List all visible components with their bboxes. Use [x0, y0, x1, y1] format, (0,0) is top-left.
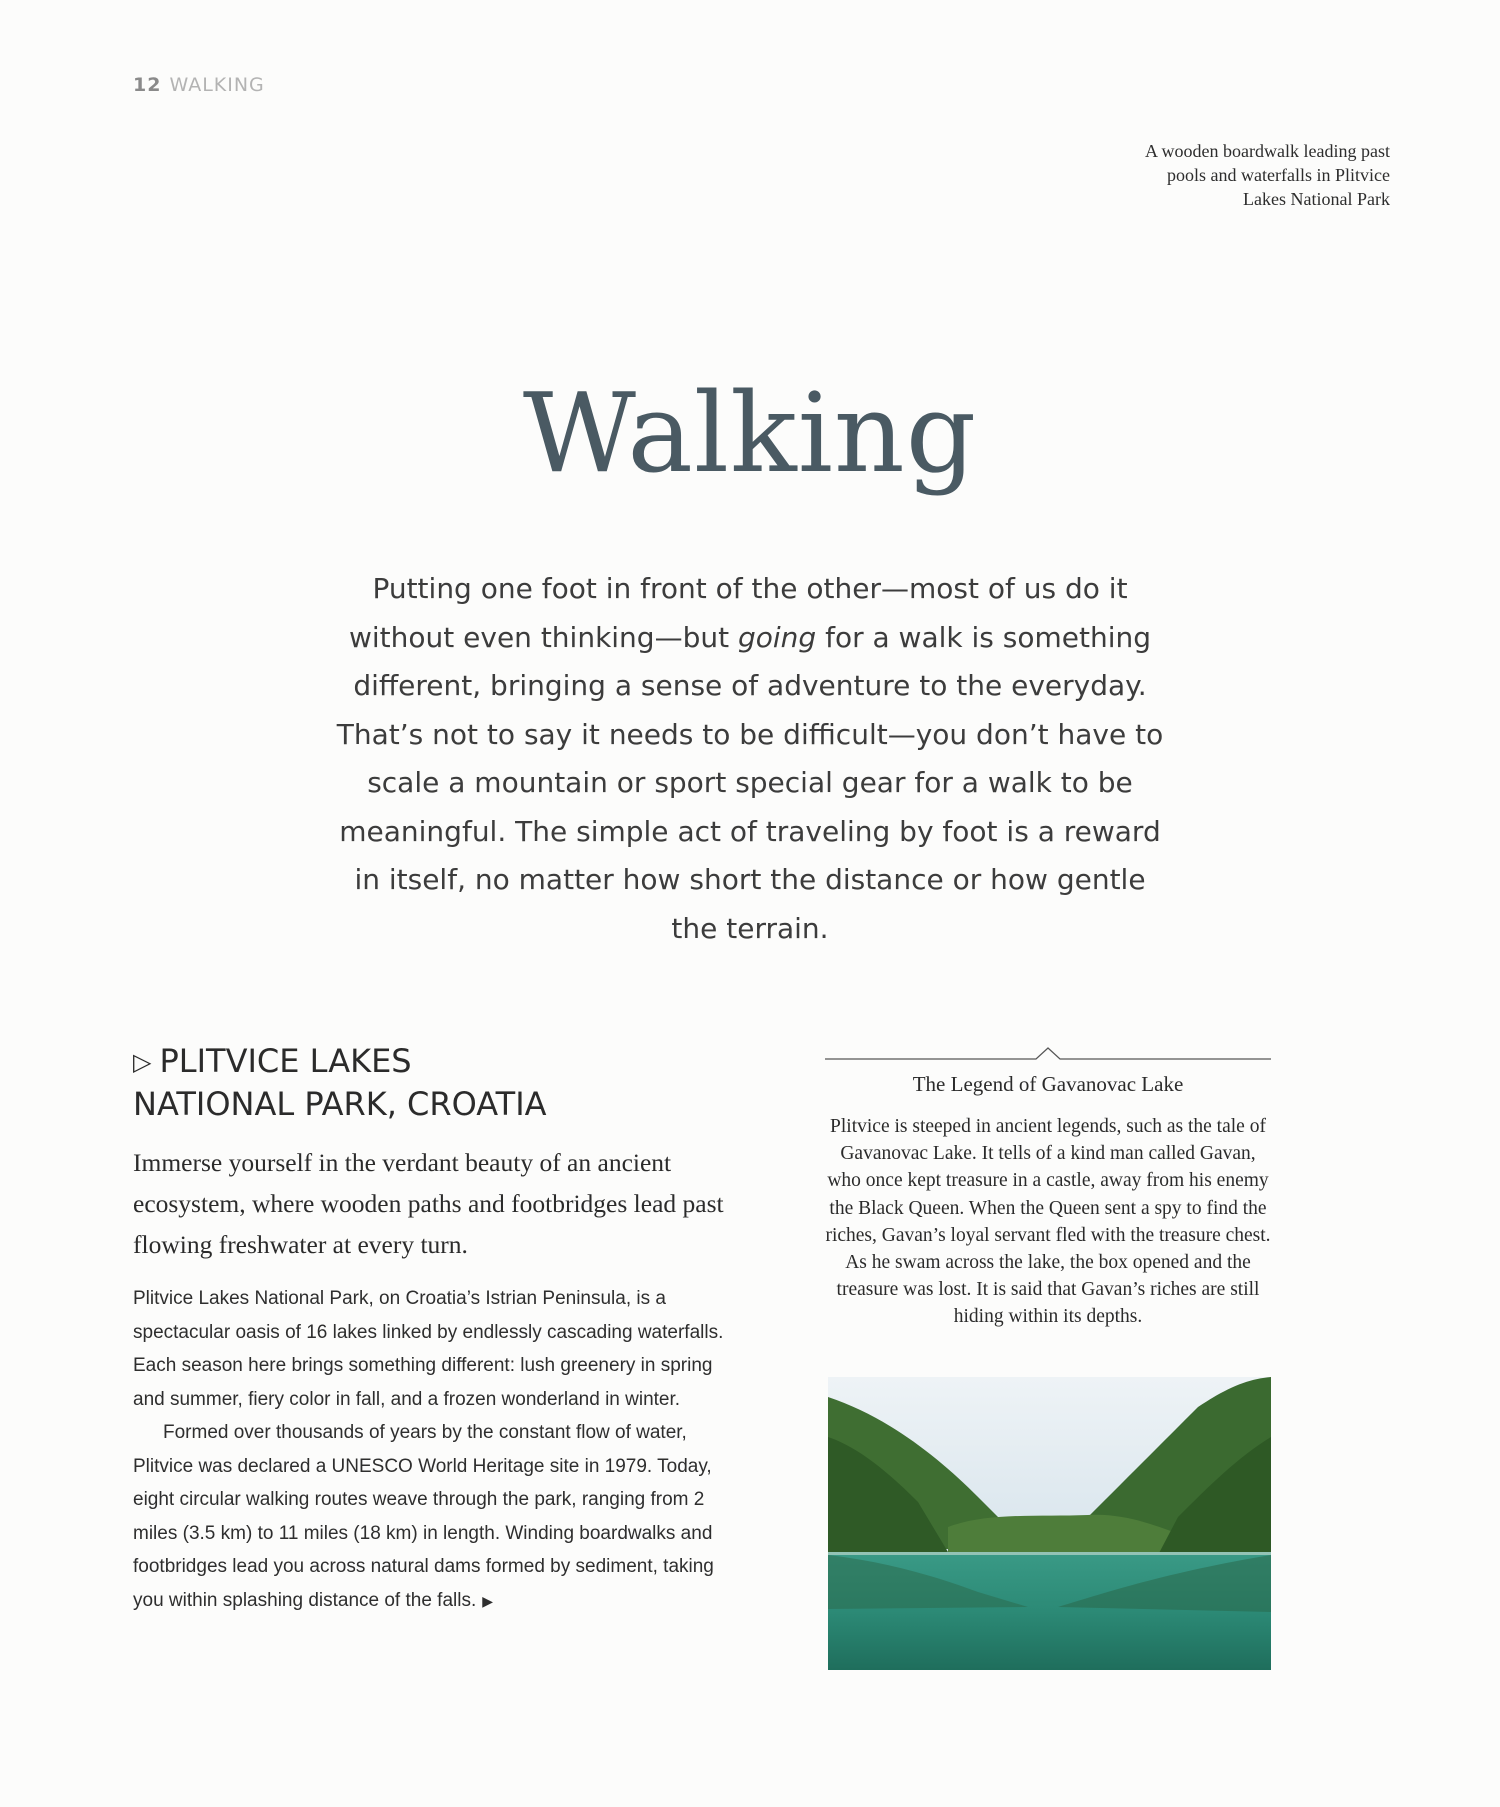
- body-text: [133, 1282, 733, 1618]
- lake-photo-illustration: [828, 1377, 1271, 1670]
- page-title: Walking: [522, 369, 978, 497]
- outline-triangle-right-icon: ▷: [133, 1048, 152, 1076]
- intro-emphasis: going: [737, 620, 817, 654]
- intro-text-start: Putting one foot in front of the other—most of us do it without even thinking—but: [348, 572, 1128, 654]
- body-paragraph: [133, 1282, 733, 1416]
- intro-text-end: for a walk is something different, bringing a sense of adventure to the everyday. That’s not to say it needs to be difficult—you don’t have to scale a mountain or sport special gear for a walk to be meaningful. The simple act of traveling by foot is a reward in itself, no matter how short the distance or how gentle the terrain.: [336, 620, 1164, 945]
- running-head: [133, 74, 265, 96]
- running-head-section: WALKING: [169, 74, 265, 96]
- sidebar-body: Plitvice is steeped in ancient legends, such as the tale of Gavanovac Lake. It tells of a kind man called Gavan, who once kept treasure in a castle, away from his enemy the Black Queen. When the Queen sent a spy to find the riches, Gavan’s loyal servant fled with the treasure chest. As he swam across the lake, the box opened and the treasure was lost. It is said that Gavan’s riches are still hiding within its depths.: [825, 1116, 1271, 1328]
- body-paragraph-text: Formed over thousands of years by the constant flow of water, Plitvice was declared a UNESCO World Heritage site in 1979. Today, eight circular walking routes weave through the park, ranging from 2 miles (3.5 km) to 11 miles (18 km) in length. Winding boardwalks and footbridges lead you across natural dams formed by sediment, taking you within splashing distance of the falls.: [133, 1422, 714, 1611]
- section-heading-line2: NATIONAL PARK, CROATIA: [133, 1085, 547, 1123]
- sidebar-title: The Legend of Gavanovac Lake: [912, 1072, 1184, 1096]
- section-heading: [133, 1040, 693, 1125]
- photo-caption: A wooden boardwalk leading past pools and waterfalls in Plitvice Lakes National Park: [1145, 141, 1390, 209]
- lake-photo: [828, 1377, 1271, 1670]
- continue-arrow-icon: ▶: [482, 1592, 494, 1609]
- page-number: 12: [133, 74, 162, 96]
- body-paragraph-text: Plitvice Lakes National Park, on Croatia’s Istrian Peninsula, is a spectacular oasis of 16 lakes linked by endlessly cascading waterfalls. Each season here brings something different: lush greenery in spring and summer, fiery color in fall, and a frozen wonderland in winter.: [133, 1288, 724, 1410]
- standfirst: Immerse yourself in the verdant beauty of an ancient ecosystem, where wooden paths and footbridges lead past flowing freshwater at every turn.: [133, 1148, 724, 1259]
- body-paragraph: [133, 1416, 733, 1618]
- intro-paragraph: [330, 565, 1170, 953]
- section-heading-line1: PLITVICE LAKES: [159, 1042, 412, 1080]
- sidebar-divider: [825, 1046, 1271, 1060]
